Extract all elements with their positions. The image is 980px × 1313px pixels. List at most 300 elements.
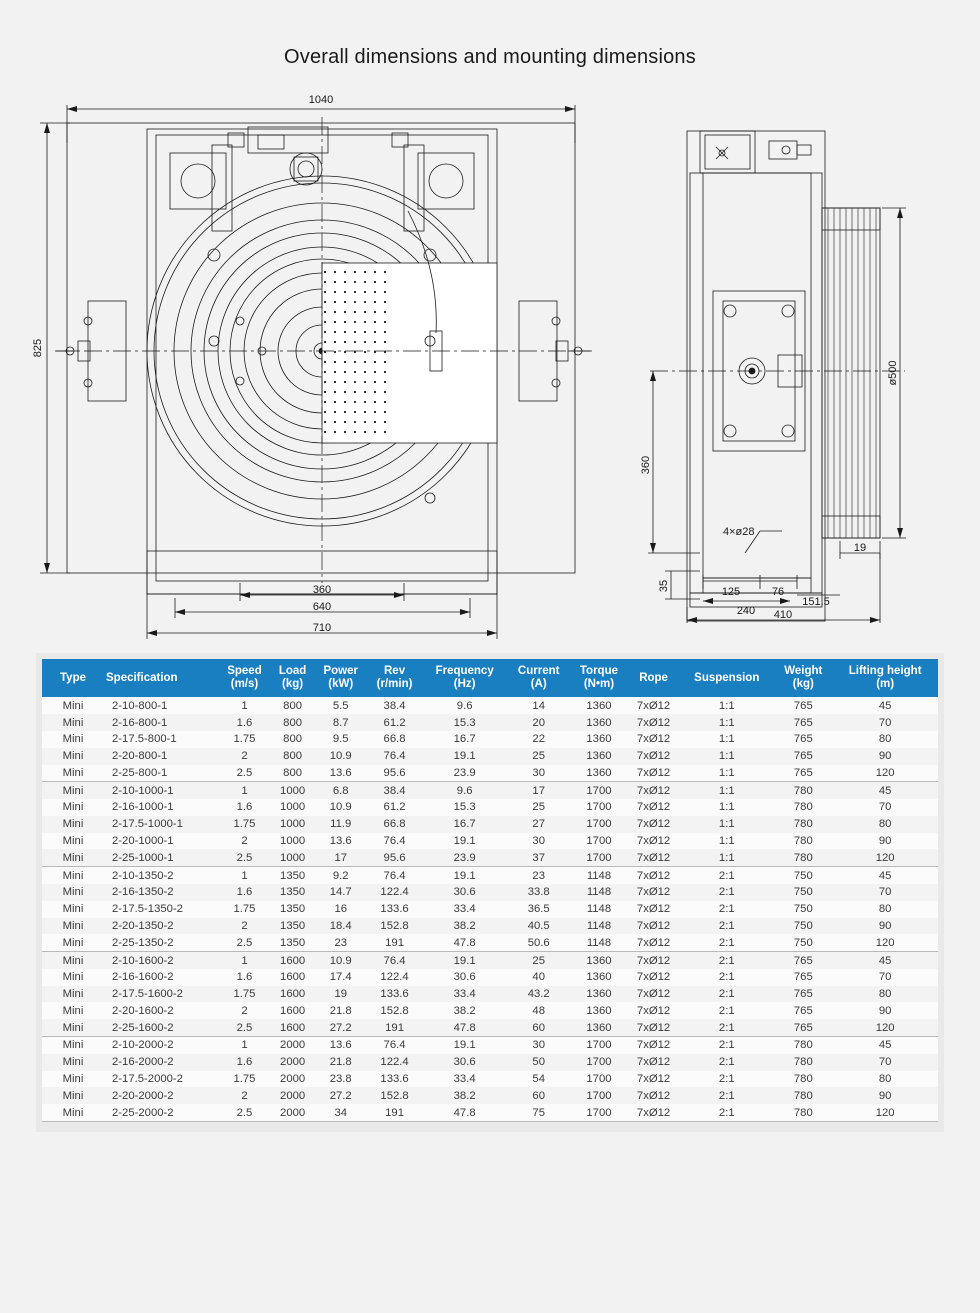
table-cell: 1360	[586, 988, 612, 1001]
header-suspension	[679, 659, 774, 697]
header-specification	[104, 659, 218, 697]
table-cell: 1.6	[236, 716, 253, 729]
table-cell: 7xØ12	[636, 971, 671, 984]
table-cell: 14.7	[329, 886, 352, 899]
table-cell: 17.4	[329, 971, 352, 984]
table-cell: 7xØ12	[628, 934, 679, 951]
table-cell: 2-20-800-1	[112, 750, 168, 763]
table-cell: 13.6	[314, 765, 367, 782]
table-cell: 2:1	[679, 934, 774, 951]
header-weight-line1: Weight	[784, 665, 823, 678]
table-cell: 765	[774, 1019, 832, 1036]
table-cell: 120	[832, 1104, 938, 1121]
table-cell: 1700	[586, 1072, 612, 1085]
table-cell: 95.6	[367, 849, 422, 866]
table-cell: 47.8	[422, 934, 507, 951]
table-cell: 2-16-800-1	[112, 716, 168, 729]
table-cell: 120	[832, 765, 938, 782]
table-cell: 47.8	[422, 1019, 507, 1036]
table-cell: 1700	[586, 801, 612, 814]
table-row	[42, 748, 938, 765]
table-cell: Mini	[62, 971, 84, 984]
table-row	[42, 986, 938, 1003]
dim-label-4x28: 4×ø28	[723, 525, 755, 538]
table-cell: 33.4	[453, 903, 476, 916]
table-cell: Mini	[62, 750, 84, 763]
table-cell: 23.8	[329, 1072, 352, 1085]
header-torque	[570, 659, 628, 697]
table-cell: 30	[532, 1039, 545, 1052]
table-cell: 1700	[586, 1039, 612, 1052]
header-suspension-line1: Suspension	[694, 671, 760, 684]
table-cell: 1350	[271, 934, 314, 951]
table-cell: 2:1	[718, 1039, 735, 1052]
table-cell: 1148	[586, 903, 612, 916]
header-current-line1: Current	[517, 665, 560, 678]
header-rev-unit: (r/min)	[376, 678, 413, 691]
table-cell: 122.4	[380, 886, 409, 899]
table-cell: 800	[283, 699, 303, 712]
table-cell: 1360	[586, 971, 612, 984]
table-cell: 45	[878, 954, 892, 967]
table-cell: 800	[283, 716, 303, 729]
dim-label-151-5: 151.5	[802, 595, 830, 608]
table-cell: 2:1	[718, 903, 735, 916]
table-cell: 2-10-1350-2	[112, 869, 174, 882]
header-weight-unit: (kg)	[792, 678, 814, 691]
table-cell: 45	[878, 699, 892, 712]
table-cell: 2:1	[718, 886, 735, 899]
table-cell: 780	[793, 801, 813, 814]
table-cell: 765	[774, 765, 832, 782]
table-cell: 9.2	[332, 869, 349, 882]
table-cell: 2.5	[218, 1104, 271, 1121]
table-cell: 2	[241, 919, 248, 932]
table-cell: 66.8	[383, 818, 406, 831]
table-cell: 1350	[280, 886, 306, 899]
header-frequency-unit: (Hz)	[453, 678, 476, 691]
table-cell: 780	[793, 1056, 813, 1069]
dim-label-360-side: 360	[640, 455, 652, 474]
table-cell: 765	[793, 971, 813, 984]
table-cell: 7xØ12	[636, 750, 671, 763]
table-cell: 2000	[271, 1104, 314, 1121]
table-cell: 23	[314, 934, 367, 951]
table-cell: 1	[241, 784, 248, 797]
header-lifting-height-unit: (m)	[876, 678, 895, 691]
header-speed	[218, 659, 271, 697]
table-cell: 50.6	[507, 934, 570, 951]
table-cell: 122.4	[380, 971, 409, 984]
table-cell: 76.4	[383, 835, 406, 848]
table-cell: Mini	[62, 784, 84, 797]
table-row	[42, 901, 938, 918]
table-cell: Mini	[62, 716, 84, 729]
table-header	[42, 659, 938, 697]
dim-label-35: 35	[658, 579, 670, 592]
table-cell: 2-10-1600-2	[112, 954, 174, 967]
table-cell: 30.6	[453, 1056, 476, 1069]
table-cell: 33.8	[527, 886, 550, 899]
table-cell: 780	[793, 784, 813, 797]
table-cell: Mini	[62, 1072, 84, 1085]
table-cell: 16.7	[453, 818, 476, 831]
table-cell: 38.4	[383, 699, 406, 712]
table-row	[42, 782, 938, 799]
table-cell: 66.8	[383, 733, 406, 746]
table-row	[42, 1054, 938, 1071]
table-cell: 7xØ12	[636, 835, 671, 848]
header-power-unit: (kW)	[328, 678, 354, 691]
header-type	[42, 659, 104, 697]
table-cell: 1350	[280, 919, 306, 932]
table-cell: 2	[241, 1089, 248, 1102]
table-cell: 1.75	[233, 903, 256, 916]
table-cell: 7xØ12	[636, 869, 671, 882]
table-cell: 76.4	[383, 1039, 406, 1052]
table-cell: 60	[532, 1089, 545, 1102]
table-cell: 7xØ12	[636, 919, 671, 932]
table-cell: 765	[793, 988, 813, 1001]
table-cell: 2:1	[679, 1104, 774, 1121]
table-cell: 1148	[586, 869, 612, 882]
dim-label-240: 240	[736, 604, 756, 617]
table-cell: 54	[532, 1072, 545, 1085]
table-cell: 780	[774, 1104, 832, 1121]
table-cell: 1350	[280, 869, 306, 882]
table-cell: 1700	[586, 835, 612, 848]
table-cell: 1000	[280, 835, 306, 848]
table-cell: 11.9	[330, 818, 352, 831]
table-cell: 2:1	[718, 988, 735, 1001]
table-cell: 152.8	[380, 1089, 409, 1102]
header-rope	[628, 659, 679, 697]
table-cell: 750	[793, 903, 813, 916]
table-row	[42, 1019, 938, 1036]
table-cell: 2.5	[218, 1019, 271, 1036]
dim-label-1040: 1040	[308, 93, 334, 106]
table-cell: Mini	[62, 1039, 84, 1052]
dim-label-360-front: 360	[312, 583, 332, 596]
table-cell: 45	[878, 869, 892, 882]
table-cell: 2-17.5-1000-1	[112, 818, 183, 831]
table-row	[42, 1037, 938, 1054]
table-cell: 15.3	[453, 716, 476, 729]
table-cell: Mini	[62, 699, 84, 712]
table-cell: 75	[507, 1104, 570, 1121]
table-row	[42, 1104, 938, 1121]
table-cell: 33.4	[453, 1072, 476, 1085]
table-cell: 780	[793, 818, 813, 831]
table-cell: Mini	[42, 934, 104, 951]
dim-label-76: 76	[771, 585, 785, 598]
table-cell: 1.75	[233, 988, 256, 1001]
table-row	[42, 969, 938, 986]
table-row	[42, 816, 938, 833]
table-cell: 90	[878, 1004, 892, 1017]
table-cell: 2000	[280, 1072, 306, 1085]
table-cell: 23	[532, 869, 545, 882]
table-cell: 765	[793, 733, 813, 746]
table-cell: 2:1	[718, 919, 735, 932]
table-cell: 14	[532, 699, 545, 712]
table-cell: 2.5	[218, 849, 271, 866]
header-lifting-height-line1: Lifting height	[848, 665, 922, 678]
table-cell: 133.6	[380, 903, 409, 916]
table-cell: 133.6	[380, 988, 409, 1001]
table-row	[42, 934, 938, 951]
table-cell: 1:1	[679, 849, 774, 866]
table-cell: 90	[878, 919, 892, 932]
table-cell: 765	[793, 954, 813, 967]
table-cell: 1600	[280, 988, 306, 1001]
table-cell: 1360	[586, 954, 612, 967]
table-cell: 1.6	[236, 801, 253, 814]
table-cell: 7xØ12	[636, 1004, 671, 1017]
table-cell: 1360	[586, 699, 612, 712]
table-cell: 23.9	[422, 849, 507, 866]
table-cell: 1360	[586, 1004, 612, 1017]
table-cell: 8.7	[332, 716, 349, 729]
header-power	[314, 659, 367, 697]
table-cell: Mini	[62, 954, 84, 967]
table-cell: 2-16-1350-2	[112, 886, 174, 899]
table-cell: 17	[314, 849, 367, 866]
table-row	[42, 849, 938, 866]
table-cell: 120	[832, 849, 938, 866]
table-cell: 6.8	[332, 784, 349, 797]
table-row	[42, 731, 938, 748]
table-cell: 133.6	[380, 1072, 409, 1085]
dim-label-125: 125	[721, 585, 741, 598]
table-cell: 765	[793, 750, 813, 763]
table-cell: 7xØ12	[636, 716, 671, 729]
table-cell: 1:1	[718, 750, 735, 763]
table-cell: 19	[334, 988, 348, 1001]
table-cell: 800	[283, 750, 303, 763]
table-cell: 38.4	[383, 784, 406, 797]
table-cell: 2-17.5-2000-2	[112, 1072, 183, 1085]
header-load	[271, 659, 314, 697]
header-specification-line1: Specification	[106, 671, 178, 684]
table-cell: 2.5	[218, 934, 271, 951]
table-cell: Mini	[62, 801, 84, 814]
table-cell: 1000	[271, 849, 314, 866]
header-type-line1: Type	[60, 671, 86, 684]
table-cell: 750	[774, 934, 832, 951]
table-cell: 90	[878, 835, 892, 848]
table-cell: 19.1	[453, 835, 476, 848]
table-cell: 2-20-1600-2	[112, 1004, 174, 1017]
table-cell: 7xØ12	[636, 1039, 671, 1052]
table-cell: 7xØ12	[628, 849, 679, 866]
table-cell: 2:1	[718, 1072, 735, 1085]
table-cell: 10.9	[329, 750, 352, 763]
table-cell: 2000	[280, 1056, 306, 1069]
table-cell: 2000	[280, 1039, 306, 1052]
table-cell: 765	[793, 1004, 813, 1017]
table-cell: 70	[878, 716, 892, 729]
table-cell: 2:1	[718, 1089, 735, 1102]
table-cell: 2:1	[718, 971, 735, 984]
table-cell: 7xØ12	[636, 1072, 671, 1085]
table-cell: 1700	[570, 849, 628, 866]
table-cell: 1360	[586, 733, 612, 746]
table-cell: 76.4	[383, 750, 406, 763]
table-cell: 37	[507, 849, 570, 866]
table-cell: 1:1	[718, 699, 735, 712]
table-cell: 800	[271, 765, 314, 782]
table-row	[42, 1071, 938, 1088]
table-cell: 25	[532, 750, 545, 763]
table-cell: 1360	[586, 750, 612, 763]
table-cell: 780	[793, 1039, 813, 1052]
table-cell: 1700	[586, 818, 612, 831]
table-cell: 13.6	[329, 1039, 352, 1052]
header-lifting-height	[832, 659, 938, 697]
table-cell: 27.2	[314, 1019, 367, 1036]
header-speed-unit: (m/s)	[230, 678, 259, 691]
table-cell: 5.5	[332, 699, 349, 712]
table-cell: 1:1	[718, 784, 735, 797]
table-cell: 1:1	[718, 801, 735, 814]
dim-label-410: 410	[773, 608, 793, 621]
table-cell: 10.9	[329, 954, 352, 967]
table-cell: 2-16-1600-2	[112, 971, 174, 984]
table-cell: 19.1	[453, 869, 476, 882]
table-cell: 780	[793, 1072, 813, 1085]
table-cell: 1.6	[236, 1056, 253, 1069]
header-row	[42, 659, 938, 697]
table-cell: Mini	[62, 1004, 84, 1017]
table-cell: Mini	[62, 869, 84, 882]
header-torque-line1: Torque	[579, 665, 619, 678]
table-cell: 25	[532, 954, 545, 967]
table-cell: 2:1	[718, 869, 735, 882]
header-rev-line1: Rev	[384, 665, 406, 678]
table-cell: 18.4	[329, 919, 352, 932]
table-cell: 70	[878, 801, 892, 814]
table-cell: 30.6	[453, 971, 476, 984]
table-cell: 2-10-2000-2	[112, 1039, 174, 1052]
dim-label-710: 710	[312, 621, 332, 634]
table-row	[42, 1087, 938, 1104]
table-cell: 1:1	[718, 835, 735, 848]
table-cell: 1.75	[233, 733, 256, 746]
table-cell: 1700	[586, 784, 612, 797]
header-torque-unit: (N•m)	[583, 678, 615, 691]
table-cell: 1	[241, 699, 248, 712]
table-row	[42, 697, 938, 714]
table-cell: 47.8	[422, 1104, 507, 1121]
table-cell: Mini	[62, 919, 84, 932]
table-cell: 36.5	[527, 903, 550, 916]
table-cell: 19.1	[453, 1039, 476, 1052]
table-cell: 1.75	[233, 1072, 256, 1085]
table-cell: 21.8	[329, 1004, 352, 1017]
table-cell: 95.6	[367, 765, 422, 782]
table-cell: 38.2	[453, 1089, 476, 1102]
table-row	[42, 714, 938, 731]
table-cell: Mini	[62, 886, 84, 899]
table-row	[42, 1002, 938, 1019]
header-frequency	[422, 659, 507, 697]
table-cell: 2-25-2000-2	[104, 1104, 218, 1121]
table-cell: 1	[241, 1039, 248, 1052]
table-cell: 1	[241, 869, 248, 882]
table-cell: 1.6	[236, 886, 253, 899]
table-cell: 9.6	[456, 784, 473, 797]
header-rope-line1: Rope	[639, 671, 668, 684]
table-cell: 45	[878, 784, 892, 797]
table-cell: 191	[367, 1019, 422, 1036]
table-row	[42, 918, 938, 935]
table-cell: 40	[532, 971, 545, 984]
table-cell: 1600	[280, 971, 306, 984]
dim-label-diameter-500: ø500	[887, 360, 899, 386]
table-cell: 2	[241, 835, 248, 848]
table-cell: 2-25-800-1	[104, 765, 218, 782]
table-cell: 152.8	[380, 1004, 409, 1017]
table-cell: 10.9	[329, 801, 352, 814]
table-cell: 750	[793, 869, 813, 882]
table-cell: 1700	[570, 1104, 628, 1121]
table-cell: 19.1	[453, 954, 476, 967]
table-cell: 765	[793, 699, 813, 712]
table-cell: 2.5	[218, 765, 271, 782]
table-cell: Mini	[62, 733, 84, 746]
table-cell: 2:1	[718, 1056, 735, 1069]
table-cell: 90	[878, 1089, 892, 1102]
table-cell: 1600	[271, 1019, 314, 1036]
table-row	[42, 867, 938, 884]
table-cell: 76.4	[383, 954, 406, 967]
table-cell: 38.2	[453, 1004, 476, 1017]
header-current-unit: (A)	[530, 678, 547, 691]
table-cell: 7xØ12	[636, 699, 671, 712]
table-row	[42, 952, 938, 969]
table-cell: 27.2	[329, 1089, 352, 1102]
dim-label-640: 640	[312, 600, 332, 613]
table-cell: 780	[793, 835, 813, 848]
table-cell: 80	[878, 818, 892, 831]
table-cell: 780	[793, 1089, 813, 1102]
table-cell: 1600	[280, 954, 306, 967]
table-cell: 2-20-2000-2	[112, 1089, 174, 1102]
header-power-line1: Power	[323, 665, 358, 678]
table-cell: Mini	[42, 849, 104, 866]
table-cell: 1:1	[718, 818, 735, 831]
table-cell: 9.6	[456, 699, 473, 712]
table-cell: 19.1	[453, 750, 476, 763]
table-cell: Mini	[62, 818, 84, 831]
dim-label-825: 825	[32, 338, 44, 357]
table-cell: 23.9	[422, 765, 507, 782]
spec-table-container	[36, 653, 944, 1132]
table-cell: Mini	[42, 1104, 104, 1121]
table-cell: 43.2	[527, 988, 550, 1001]
header-weight	[774, 659, 832, 697]
table-cell: 191	[367, 934, 422, 951]
table-cell: 2-25-1350-2	[104, 934, 218, 951]
table-cell: 7xØ12	[628, 1019, 679, 1036]
table-cell: 2:1	[718, 1004, 735, 1017]
table-cell: 38.2	[453, 919, 476, 932]
table-cell: 76.4	[383, 869, 406, 882]
table-row	[42, 765, 938, 782]
table-cell: Mini	[62, 903, 84, 916]
table-cell: 80	[878, 1072, 892, 1085]
